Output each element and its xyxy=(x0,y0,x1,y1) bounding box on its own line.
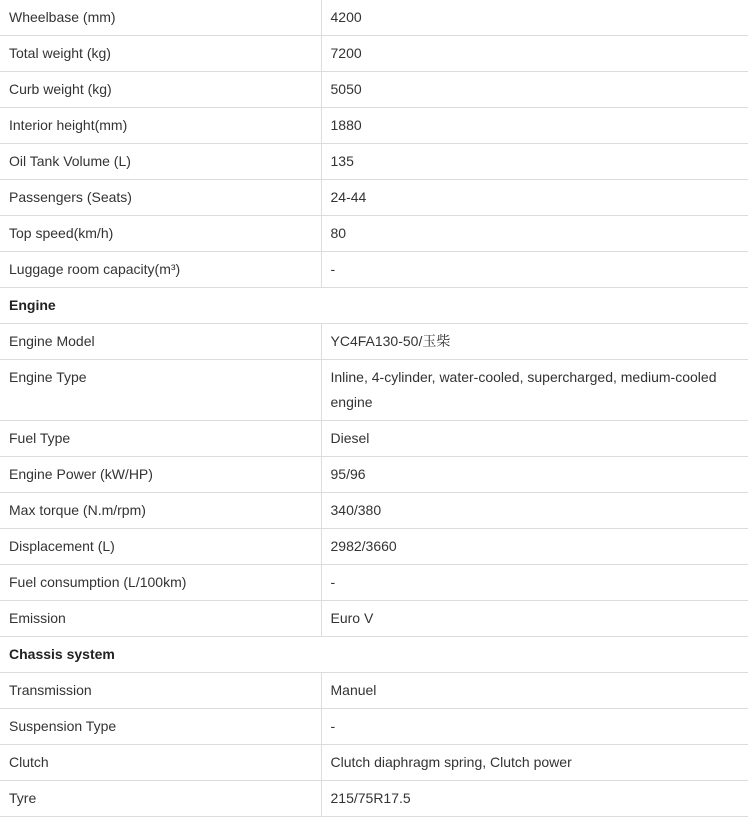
section-header-row xyxy=(0,637,748,673)
spec-label: Emission xyxy=(0,601,321,637)
table-row xyxy=(0,360,748,421)
spec-label: Top speed(km/h) xyxy=(0,216,321,252)
spec-value: - xyxy=(321,565,748,601)
table-row xyxy=(0,324,748,360)
spec-label: Clutch xyxy=(0,745,321,781)
spec-label: Interior height(mm) xyxy=(0,108,321,144)
spec-value: 135 xyxy=(321,144,748,180)
section-header-row xyxy=(0,288,748,324)
table-row xyxy=(0,421,748,457)
spec-label: Passengers (Seats) xyxy=(0,180,321,216)
spec-value: 340/380 xyxy=(321,493,748,529)
table-row xyxy=(0,601,748,637)
spec-label: Suspension Type xyxy=(0,709,321,745)
spec-value: Inline, 4-cylinder, water-cooled, supercharged, medium-cooled engine xyxy=(321,360,748,421)
spec-label: Engine Power (kW/HP) xyxy=(0,457,321,493)
spec-label: Transmission xyxy=(0,673,321,709)
table-row xyxy=(0,252,748,288)
table-row xyxy=(0,781,748,817)
spec-label: Fuel Type xyxy=(0,421,321,457)
section-title: Engine xyxy=(0,288,748,324)
spec-value: 215/75R17.5 xyxy=(321,781,748,817)
spec-value: Clutch diaphragm spring, Clutch power xyxy=(321,745,748,781)
table-row xyxy=(0,709,748,745)
spec-value: 24-44 xyxy=(321,180,748,216)
spec-value: 80 xyxy=(321,216,748,252)
spec-value: 5050 xyxy=(321,72,748,108)
spec-label: Wheelbase (mm) xyxy=(0,0,321,36)
spec-value: 7200 xyxy=(321,36,748,72)
spec-value: YC4FA130-50/玉柴 xyxy=(321,324,748,360)
table-row xyxy=(0,36,748,72)
table-row xyxy=(0,493,748,529)
spec-label: Curb weight (kg) xyxy=(0,72,321,108)
spec-label: Max torque (N.m/rpm) xyxy=(0,493,321,529)
spec-label: Engine Model xyxy=(0,324,321,360)
table-row xyxy=(0,144,748,180)
spec-label: Fuel consumption (L/100km) xyxy=(0,565,321,601)
spec-value: Euro V xyxy=(321,601,748,637)
spec-label: Luggage room capacity(m³) xyxy=(0,252,321,288)
spec-value: - xyxy=(321,252,748,288)
table-row xyxy=(0,108,748,144)
spec-value: - xyxy=(321,709,748,745)
spec-label: Total weight (kg) xyxy=(0,36,321,72)
spec-label: Engine Type xyxy=(0,360,321,421)
table-row xyxy=(0,673,748,709)
spec-label: Displacement (L) xyxy=(0,529,321,565)
table-row xyxy=(0,180,748,216)
table-row xyxy=(0,529,748,565)
spec-value: Manuel xyxy=(321,673,748,709)
table-row xyxy=(0,72,748,108)
spec-value: 1880 xyxy=(321,108,748,144)
spec-value: 2982/3660 xyxy=(321,529,748,565)
section-title: Chassis system xyxy=(0,637,748,673)
spec-label: Oil Tank Volume (L) xyxy=(0,144,321,180)
spec-value: 95/96 xyxy=(321,457,748,493)
table-row xyxy=(0,565,748,601)
spec-value: 4200 xyxy=(321,0,748,36)
table-row xyxy=(0,745,748,781)
table-row xyxy=(0,457,748,493)
spec-value: Diesel xyxy=(321,421,748,457)
table-row xyxy=(0,216,748,252)
spec-label: Tyre xyxy=(0,781,321,817)
table-row xyxy=(0,0,748,36)
